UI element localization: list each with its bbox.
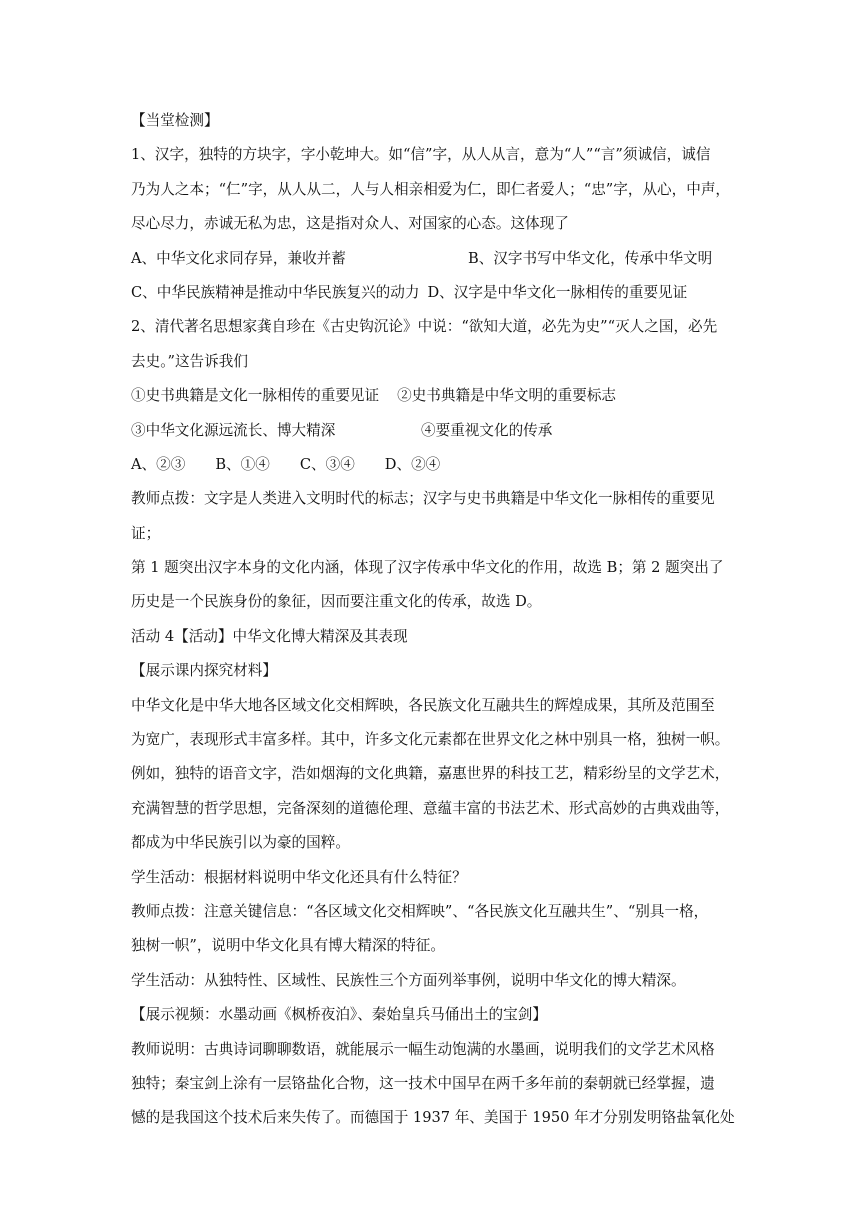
paragraph-line: 教师说明：古典诗词聊聊数语，就能展示一幅生动饱满的水墨画，说明我们的文学艺术风格 bbox=[131, 1040, 715, 1058]
paragraph-line: 历史是一个民族身份的象征，因而要注重文化的传承，故选 D。 bbox=[131, 593, 542, 611]
option-d: D、汉字是中华文化一脉相传的重要见证 bbox=[427, 283, 688, 301]
paragraph-line: 都成为中华民族引以为豪的国粹。 bbox=[131, 834, 350, 852]
statement-1: ①史书典籍是文化一脉相传的重要见证 bbox=[131, 387, 380, 405]
paragraph-line: 中华文化是中华大地各区域文化交相辉映，各民族文化互融共生的辉煌成果，其所及范围至 bbox=[131, 696, 715, 714]
paragraph-line: 为宽广，表现形式丰富多样。其中，许多文化元素都在世界文化之林中别具一格，独树一帜。 bbox=[131, 731, 730, 749]
paragraph-line: 学生活动：根据材料说明中华文化还具有什么特征？ bbox=[131, 868, 467, 886]
question-1-text: 尽心尽力，赤诚无私为忠，这是指对众人、对国家的心态。这体现了 bbox=[131, 215, 569, 233]
paragraph-line: 教师点拨：文字是人类进入文明时代的标志；汉字与史书典籍是中华文化一脉相传的重要见 bbox=[131, 490, 715, 508]
activity-heading: 活动 4【活动】中华文化博大精深及其表现 bbox=[131, 627, 408, 645]
question-1-text: 1、汉字，独特的方块字，字小乾坤大。如“信”字，从人从言，意为“人”“言”须诚信，诚信 bbox=[131, 146, 711, 164]
paragraph-line: 憾的是我国这个技术后来失传了。而德国于 1937 年、美国于 1950 年才分别发明铬盐氧化处 bbox=[131, 1109, 735, 1127]
option-b: B、汉字书写中华文化，传承中华文明 bbox=[468, 249, 713, 267]
section-heading: 【当堂检测】 bbox=[131, 112, 219, 129]
option-d: D、②④ bbox=[384, 455, 441, 473]
section-heading: 【展示视频：水墨动画《枫桥夜泊》、秦始皇兵马俑出土的宝剑】 bbox=[131, 1006, 547, 1024]
statement-3: ③中华文化源远流长、博大精深 bbox=[131, 421, 336, 439]
paragraph-line: 独树一帜”，说明中华文化具有博大精深的特征。 bbox=[131, 937, 445, 955]
option-c: C、中华民族精神是推动中华民族复兴的动力 bbox=[131, 283, 420, 301]
option-c: C、③④ bbox=[299, 455, 355, 473]
statement-2: ②史书典籍是中华文明的重要标志 bbox=[397, 387, 617, 405]
option-a: A、中华文化求同存异，兼收并蓄 bbox=[131, 249, 346, 267]
section-heading: 【展示课内探究材料】 bbox=[131, 662, 277, 680]
question-1-text: 乃为人之本；“仁”字，从人从二，人与人相亲相爱为仁，即仁者爱人；“忠”字，从心，中声， bbox=[131, 180, 731, 198]
document-page bbox=[131, 104, 735, 1136]
paragraph-line: 教师点拨：注意关键信息：“各区域文化交相辉映”、“各民族文化互融共生”、“别具一格， bbox=[131, 902, 709, 920]
question-1-options-row bbox=[131, 242, 731, 276]
question-2-options-row bbox=[131, 448, 731, 482]
question-2-text: 2、清代著名思想家龚自珍在《古史钩沉论》中说：“欲知大道，必先为史”“灭人之国，必先 bbox=[131, 318, 718, 336]
paragraph-line: 证； bbox=[131, 524, 161, 542]
paragraph-line: 学生活动：从独特性、区域性、民族性三个方面列举事例，说明中华文化的博大精深。 bbox=[131, 971, 686, 989]
paragraph-line: 第 1 题突出汉字本身的文化内涵，体现了汉字传承中华文化的作用，故选 B；第 2 题突出了 bbox=[131, 559, 724, 577]
option-b: B、①④ bbox=[215, 455, 270, 473]
statement-4: ④要重视文化的传承 bbox=[421, 421, 553, 439]
paragraph-line: 例如，独特的语音文字，浩如烟海的文化典籍，嘉惠世界的科技工艺，精彩纷呈的文学艺术， bbox=[131, 765, 730, 783]
paragraph-line: 充满智慧的哲学思想，完备深刻的道德伦理、意蕴丰富的书法艺术、形式高妙的古典戏曲等， bbox=[131, 799, 730, 817]
option-a: A、②③ bbox=[131, 455, 186, 473]
question-2-statements-row bbox=[131, 379, 731, 413]
question-2-text: 去史。”这告诉我们 bbox=[131, 352, 248, 370]
question-1-options-row bbox=[131, 276, 731, 310]
paragraph-line: 独特；秦宝剑上涂有一层铬盐化合物，这一技术中国早在两千多年前的秦朝就已经掌握，遗 bbox=[131, 1074, 715, 1092]
question-2-statements-row bbox=[131, 414, 731, 448]
